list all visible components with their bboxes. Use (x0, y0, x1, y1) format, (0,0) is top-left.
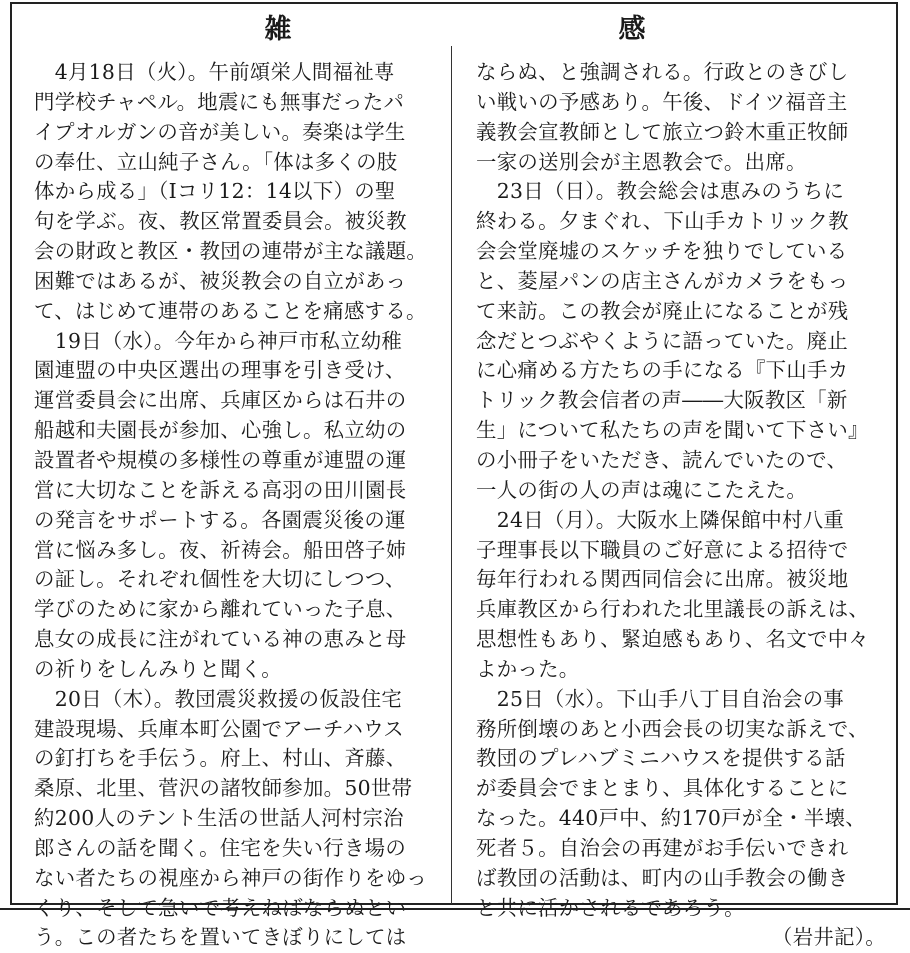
page-title: 雑 感 (264, 14, 796, 45)
text-line: 営に悩み多し。夜、祈祷会。船田啓子姉 (34, 537, 407, 562)
text-line: の証し。それぞれ個性を大切にしつつ、 (34, 567, 406, 592)
text-line: 約200人のテント生活の世話人河村宗治 (34, 806, 404, 831)
column-divider (451, 46, 452, 904)
text-line: ならぬ、と強調される。行政とのきびし (476, 60, 849, 84)
text-line: 兵庫教区から行われた北里議長の訴えは、 (476, 597, 870, 622)
text-line: の小冊子をいただき、読んでいたので、 (476, 447, 848, 472)
text-line: が委員会でまとまり、具体化することに (476, 776, 849, 801)
text-line: 一家の送別会が主恩教会で。出席。 (476, 149, 807, 174)
text-line: 桑原、北里、菅沢の諸牧師参加。50世帯 (34, 776, 413, 801)
text-line: 終わる。夕まぐれ、下山手カトリック教 (476, 209, 849, 234)
text-line: 務所倒壊のあと小西会長の切実な訴えで、 (476, 716, 869, 741)
text-line: 会会堂廃墟のスケッチを独りでしている (476, 239, 848, 264)
text-line: 生」について私たちの声を聞いて下さい』 (476, 418, 869, 443)
text-line: 思想性もあり、緊迫感もあり、名文で中々 (476, 627, 870, 652)
author-signature: （岩井記）。 (772, 925, 886, 950)
text-line: 体から成る」（Ⅰコリ12：14以下）の聖 (34, 179, 396, 204)
text-line: ない者たちの視座から神戸の街作りをゆっ (34, 865, 427, 890)
text-line: 設置者や規模の多様性の尊重が連盟の運 (34, 447, 407, 472)
text-line: の発言をサポートする。各園震災後の運 (34, 507, 406, 532)
text-line: 24日（月）。大阪水上隣保館中村八重 (476, 507, 845, 532)
text-line: い戦いの予感あり。午後、ドイツ福音主 (476, 89, 848, 114)
text-line: イプオルガンの音が美しい。奏楽は学生 (34, 119, 406, 144)
text-line: 20日（木）。教団震災救援の仮設住宅 (34, 686, 403, 711)
text-line: 一人の街の人の声は魂にこたえた。 (476, 477, 808, 502)
text-line: 運営委員会に出席、兵庫区からは石井の (34, 388, 407, 413)
text-line: の釘打ちを手伝う。府上、村山、斉藤、 (34, 746, 407, 771)
text-line: くり、そして急いで考えねばならぬとい (34, 895, 407, 920)
text-line: 4月18日（火）。午前頌栄人間福祉専 (34, 60, 395, 84)
text-line: 教団のプレハブミニハウスを提供する話 (476, 746, 846, 771)
text-line: 19日（水）。今年から神戸市私立幼稚 (34, 328, 403, 353)
text-line: 死者５。自治会の再建がお手伝いできれ (476, 835, 849, 860)
text-line: て来訪。この教会が廃止になることが残 (476, 298, 849, 323)
text-line: 営に大切なことを訴える高羽の田川園長 (34, 477, 407, 502)
text-line: の奉仕、立山純子さん。「体は多くの肢 (34, 149, 398, 174)
text-line: 学びのために家から離れていった子息、 (34, 597, 407, 622)
text-line: 句を学ぶ。夜、教区常置委員会。被災教 (34, 209, 407, 234)
right-column (476, 58, 886, 953)
text-line: 門学校チャペル。地震にも無事だったパ (34, 89, 405, 114)
text-line: 25日（水）。下山手八丁目自治会の事 (476, 686, 845, 711)
text-line: 息女の成長に注がれている神の恵みと母 (34, 627, 407, 652)
bottom-rule (0, 908, 910, 910)
text-line: と共に活かされるであろう。 (476, 895, 745, 920)
text-line: と、菱屋パンの店主さんがカメラをもっ (476, 268, 849, 293)
text-line: 義教会宣教師として旅立つ鈴木重正牧師 (476, 119, 849, 144)
text-line: トリック教会信者の声――大阪教区「新 (476, 388, 848, 413)
text-line: う。この者たちを置いてきぼりにしては (34, 925, 407, 950)
text-line: て、はじめて連帯のあることを痛感する。 (34, 298, 427, 323)
text-line: 毎年行われる関西同信会に出席。被災地 (476, 567, 849, 592)
text-line: に心痛める方たちの手になる『下山手カ (476, 358, 849, 383)
text-line: 困難ではあるが、被災教会の自立があっ (34, 268, 407, 293)
text-line: 念だとつぶやくように語っていた。廃止 (476, 328, 849, 353)
text-line: 23日（日）。教会総会は恵みのうちに (476, 179, 845, 204)
text-line: 船越和夫園長が参加、心強し。私立幼の (34, 418, 407, 443)
text-line: ば教団の活動は、町内の山手教会の働き (476, 865, 849, 890)
text-line: 子理事長以下職員のご好意による招待で (476, 537, 849, 562)
text-line: よかった。 (476, 656, 580, 681)
text-line: なった。440戸中、約170戸が全・半壊、 (476, 806, 866, 831)
text-line: 園連盟の中央区選出の理事を引き受け、 (34, 358, 406, 383)
text-line: 郎さんの話を聞く。住宅を失い行き場の (34, 835, 407, 860)
text-line: 会の財政と教区・教団の連帯が主な議題。 (34, 239, 428, 264)
text-line: の祈りをしんみりと聞く。 (34, 656, 282, 681)
text-line: 建設現場、兵庫本町公園でアーチハウス (34, 716, 404, 741)
left-column (34, 58, 446, 953)
